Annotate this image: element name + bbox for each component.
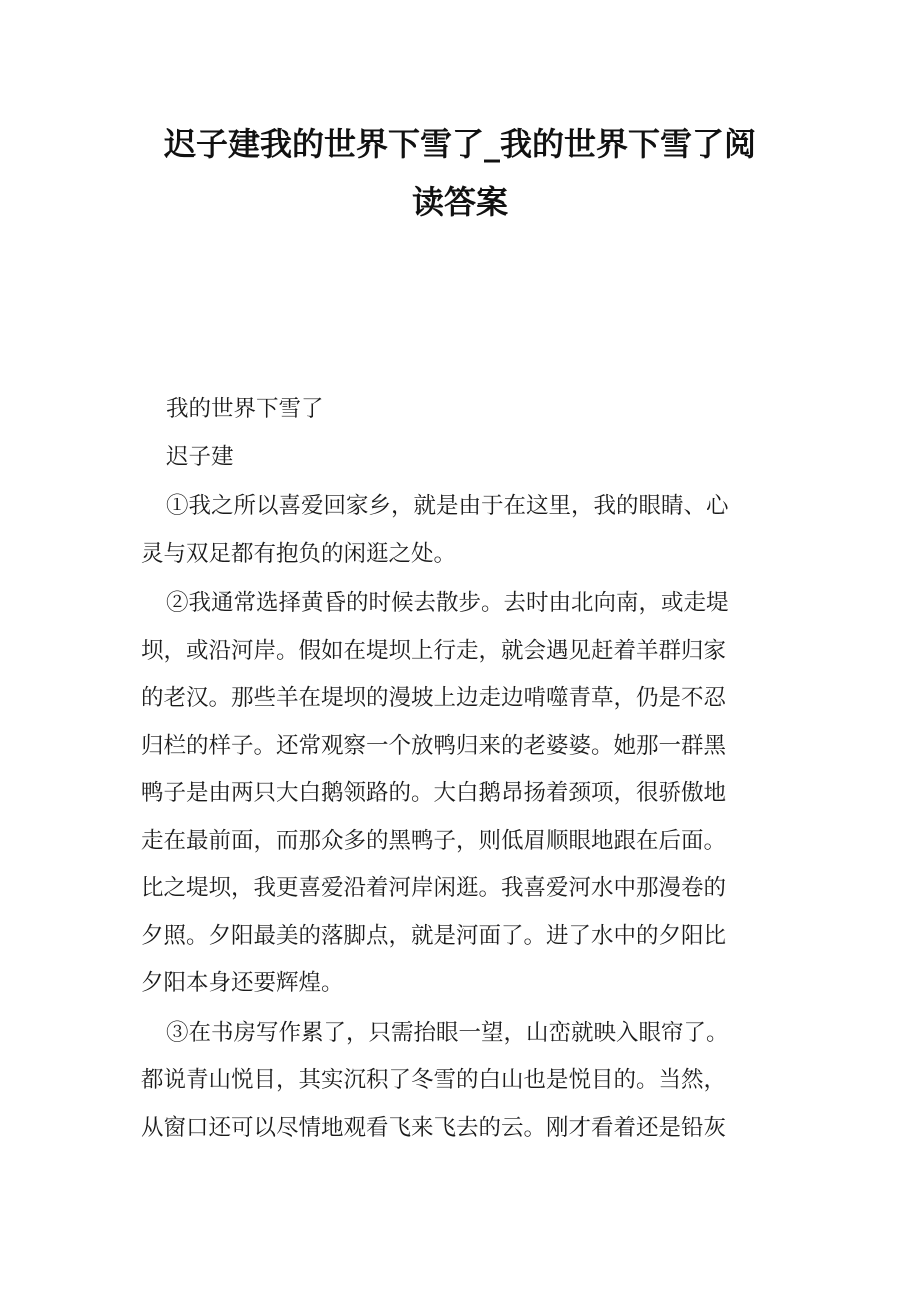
title-line-2: 读答案: [411, 183, 508, 221]
paragraph-1-line: ①我之所以喜爱回家乡，就是由于在这里，我的眼睛、心: [166, 493, 729, 519]
article-body: [141, 386, 801, 1152]
paragraph-2-line: 归栏的样子。还常观察一个放鸭归来的老婆婆。她那一群黑: [141, 732, 727, 759]
paragraph-3-line: 从窗口还可以尽情地观看飞来飞去的云。刚才看着还是铅灰: [141, 1114, 727, 1141]
paragraph-2-line: 比之堤坝，我更喜爱沿着河岸闲逛。我喜爱河水中那漫卷的: [141, 875, 727, 901]
paragraph-2-line: 夕阳本身还要辉煌。: [141, 970, 344, 996]
paragraph-2-line: 的老汉。那些羊在堤坝的漫坡上边走边啃噬青草，仍是不忍: [141, 685, 727, 711]
article-author: 迟子建: [166, 443, 234, 470]
title-line-1: 迟子建我的世界下雪了_我的世界下雪了阅: [163, 125, 756, 163]
paragraph-2-line: 走在最前面，而那众多的黑鸭子，则低眉顺眼地跟在后面。: [141, 827, 727, 854]
paragraph-2-line: 夕照。夕阳最美的落脚点，就是河面了。进了水中的夕阳比: [141, 922, 727, 949]
paragraph-3-line: ③在书房写作累了，只需抬眼一望，山峦就映入眼帘了。: [166, 1019, 729, 1046]
paragraph-3-line: 都说青山悦目，其实沉积了冬雪的白山也是悦目的。当然，: [141, 1067, 727, 1093]
paragraph-2-line: 鸭子是由两只大白鹅领路的。大白鹅昂扬着颈项，很骄傲地: [141, 780, 727, 806]
paragraph-2-line: ②我通常选择黄昏的时候去散步。去时由北向南，或走堤: [166, 590, 729, 616]
paragraph-1-line: 灵与双足都有抱负的闲逛之处。: [141, 540, 457, 567]
paragraph-2-line: 坝，或沿河岸。假如在堤坝上行走，就会遇见赶着羊群归家: [141, 637, 727, 664]
document-title: [100, 115, 820, 231]
article-heading: 我的世界下雪了: [166, 396, 324, 422]
